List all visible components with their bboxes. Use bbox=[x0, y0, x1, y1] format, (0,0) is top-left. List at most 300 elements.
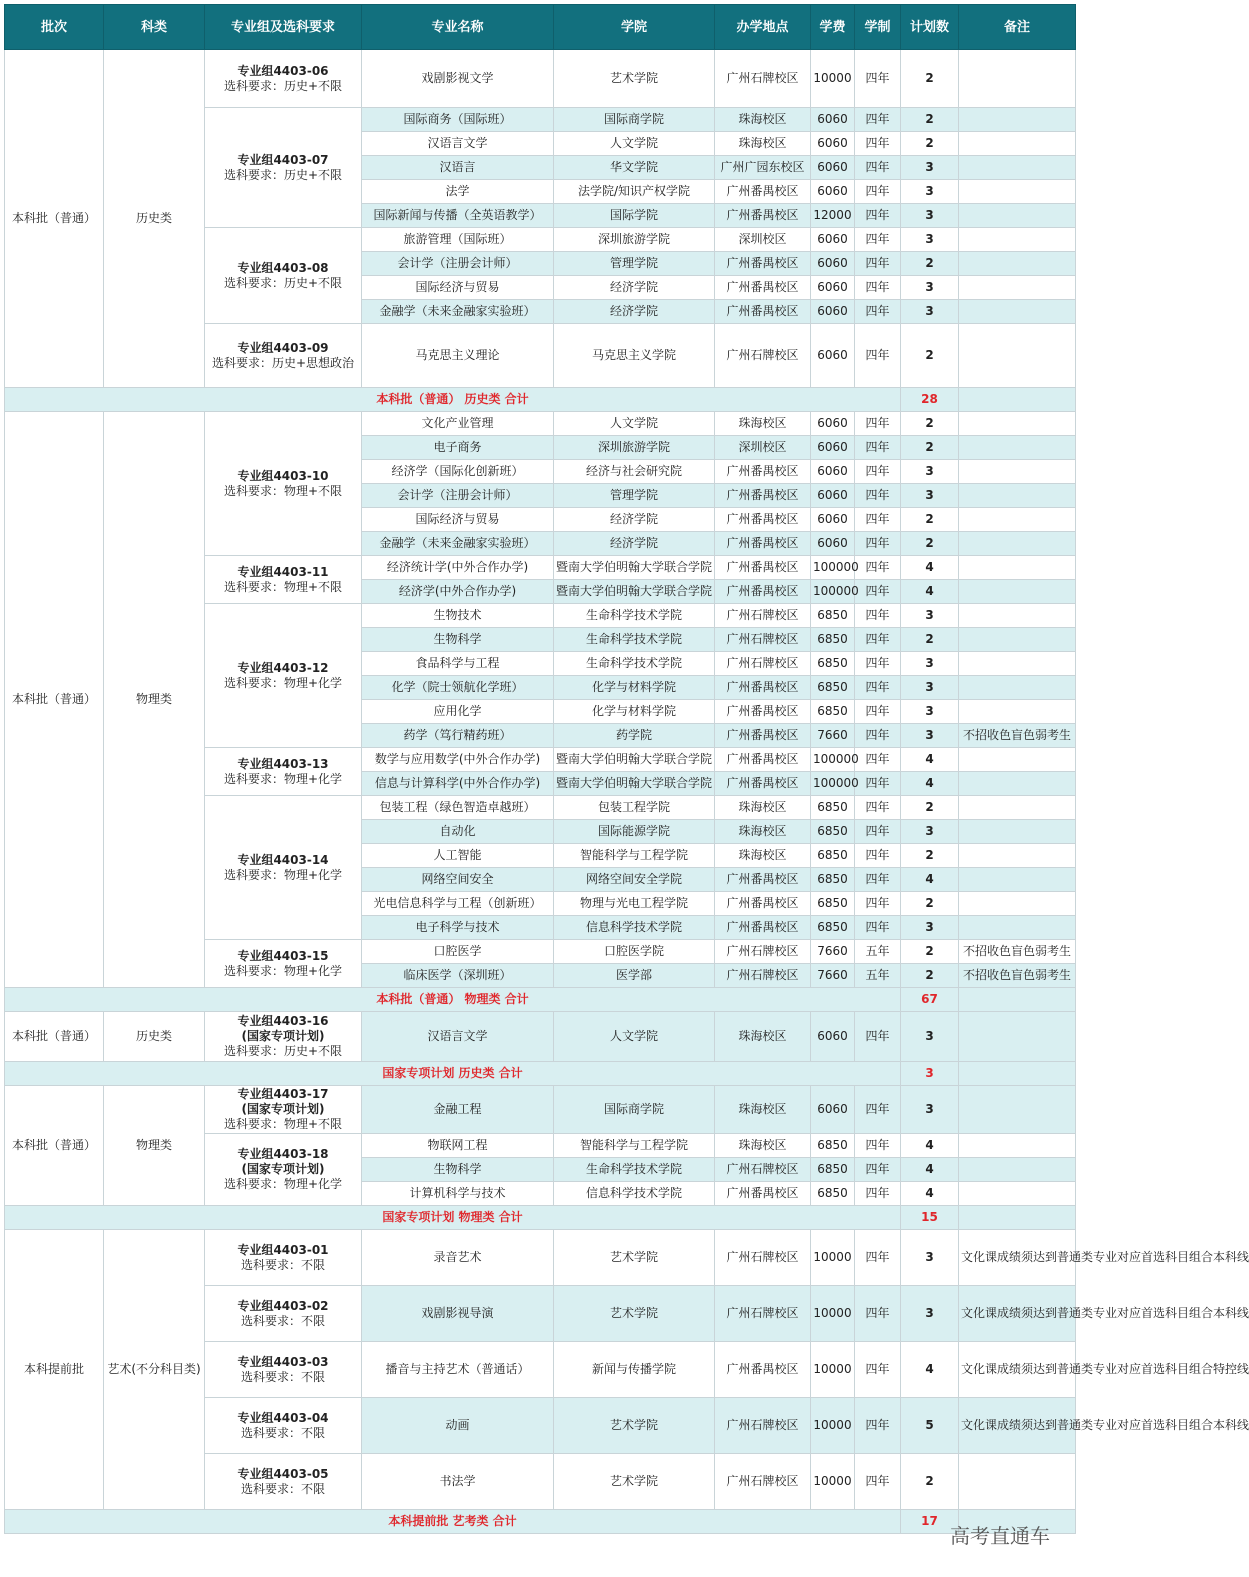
college-cell: 化学与材料学院 bbox=[554, 676, 715, 700]
group-requirement: 选科要求：不限 bbox=[240, 1257, 325, 1272]
summary-row bbox=[5, 988, 1076, 1012]
fee-cell: 6060 bbox=[811, 324, 855, 388]
fee-cell: 10000 bbox=[811, 1230, 855, 1286]
fee-cell: 100000 bbox=[811, 748, 855, 772]
major-cell: 马克思主义理论 bbox=[362, 324, 554, 388]
plan-cell: 3 bbox=[901, 1012, 959, 1062]
note-cell bbox=[959, 1182, 1076, 1206]
note-cell bbox=[959, 892, 1076, 916]
college-cell: 包装工程学院 bbox=[554, 796, 715, 820]
major-cell: 食品科学与工程 bbox=[362, 652, 554, 676]
summary-label: 本科提前批 艺考类 合计 bbox=[5, 1510, 901, 1534]
years-cell: 四年 bbox=[855, 50, 901, 108]
plan-cell: 4 bbox=[901, 868, 959, 892]
note-cell bbox=[959, 460, 1076, 484]
group-name: 专业组4403-02 bbox=[237, 1298, 329, 1313]
group-name: 专业组4403-06 bbox=[237, 63, 329, 78]
major-cell: 生物技术 bbox=[362, 604, 554, 628]
note-cell bbox=[959, 772, 1076, 796]
college-cell: 经济学院 bbox=[554, 300, 715, 324]
header-plan: 计划数 bbox=[901, 5, 959, 50]
plan-cell: 2 bbox=[901, 412, 959, 436]
campus-cell: 珠海校区 bbox=[715, 1086, 811, 1134]
group-name: 专业组4403-13 bbox=[237, 756, 329, 771]
college-cell: 经济学院 bbox=[554, 508, 715, 532]
major-cell: 国际商务（国际班） bbox=[362, 108, 554, 132]
college-cell: 生命科学技术学院 bbox=[554, 604, 715, 628]
group-cell bbox=[205, 412, 362, 556]
group-name: (国家专项计划) bbox=[241, 1162, 325, 1176]
campus-cell: 广州番禺校区 bbox=[715, 580, 811, 604]
years-cell: 四年 bbox=[855, 676, 901, 700]
fee-cell: 6850 bbox=[811, 796, 855, 820]
group-name: 专业组4403-11 bbox=[237, 564, 329, 579]
fee-cell: 7660 bbox=[811, 964, 855, 988]
plan-cell: 3 bbox=[901, 300, 959, 324]
table-row bbox=[5, 1012, 1076, 1062]
table-row bbox=[5, 50, 1076, 108]
group-name: 专业组4403-09 bbox=[237, 340, 329, 355]
major-cell: 戏剧影视导演 bbox=[362, 1286, 554, 1342]
summary-note-cell bbox=[959, 988, 1076, 1012]
years-cell: 四年 bbox=[855, 132, 901, 156]
years-cell: 四年 bbox=[855, 1286, 901, 1342]
campus-cell: 广州番禺校区 bbox=[715, 1182, 811, 1206]
college-cell: 艺术学院 bbox=[554, 1286, 715, 1342]
header-major: 专业名称 bbox=[362, 5, 554, 50]
plan-cell: 3 bbox=[901, 228, 959, 252]
header-fee: 学费 bbox=[811, 5, 855, 50]
major-cell: 经济学（国际化创新班） bbox=[362, 460, 554, 484]
fee-cell: 6850 bbox=[811, 820, 855, 844]
note-cell bbox=[959, 132, 1076, 156]
campus-cell: 广州番禺校区 bbox=[715, 772, 811, 796]
major-cell: 金融工程 bbox=[362, 1086, 554, 1134]
summary-row bbox=[5, 1206, 1076, 1230]
group-cell bbox=[205, 556, 362, 604]
college-cell: 生命科学技术学院 bbox=[554, 1158, 715, 1182]
watermark-text: 高考直通车 bbox=[950, 1524, 1050, 1548]
major-cell: 临床医学（深圳班） bbox=[362, 964, 554, 988]
years-cell: 四年 bbox=[855, 156, 901, 180]
years-cell: 四年 bbox=[855, 508, 901, 532]
college-cell: 经济学院 bbox=[554, 532, 715, 556]
years-cell: 四年 bbox=[855, 892, 901, 916]
college-cell: 暨南大学伯明翰大学联合学院 bbox=[554, 772, 715, 796]
college-cell: 化学与材料学院 bbox=[554, 700, 715, 724]
fee-cell: 6850 bbox=[811, 1158, 855, 1182]
group-requirement: 选科要求：物理+化学 bbox=[223, 675, 343, 690]
plan-cell: 2 bbox=[901, 964, 959, 988]
campus-cell: 珠海校区 bbox=[715, 796, 811, 820]
group-name: 专业组4403-18 bbox=[237, 1147, 329, 1161]
plan-cell: 2 bbox=[901, 940, 959, 964]
major-cell: 汉语言 bbox=[362, 156, 554, 180]
campus-cell: 广州石牌校区 bbox=[715, 1158, 811, 1182]
years-cell: 四年 bbox=[855, 604, 901, 628]
header-years: 学制 bbox=[855, 5, 901, 50]
campus-cell: 珠海校区 bbox=[715, 108, 811, 132]
major-cell: 药学（笃行精药班） bbox=[362, 724, 554, 748]
note-cell bbox=[959, 556, 1076, 580]
fee-cell: 6060 bbox=[811, 108, 855, 132]
group-name: 专业组4403-17 bbox=[237, 1087, 329, 1101]
note-cell bbox=[959, 604, 1076, 628]
plan-cell: 3 bbox=[901, 484, 959, 508]
table-row bbox=[5, 1086, 1076, 1134]
group-cell bbox=[205, 1230, 362, 1286]
years-cell: 四年 bbox=[855, 868, 901, 892]
fee-cell: 6060 bbox=[811, 300, 855, 324]
note-cell bbox=[959, 916, 1076, 940]
plan-cell: 2 bbox=[901, 796, 959, 820]
group-cell bbox=[205, 1342, 362, 1398]
summary-total: 67 bbox=[901, 988, 959, 1012]
summary-total: 17 bbox=[901, 1510, 959, 1534]
note-cell bbox=[959, 50, 1076, 108]
note-cell bbox=[959, 796, 1076, 820]
major-cell: 网络空间安全 bbox=[362, 868, 554, 892]
plan-cell: 4 bbox=[901, 556, 959, 580]
years-cell: 四年 bbox=[855, 1230, 901, 1286]
campus-cell: 珠海校区 bbox=[715, 1134, 811, 1158]
summary-label: 国家专项计划 历史类 合计 bbox=[5, 1062, 901, 1086]
major-cell: 电子商务 bbox=[362, 436, 554, 460]
fee-cell: 6850 bbox=[811, 604, 855, 628]
college-cell: 暨南大学伯明翰大学联合学院 bbox=[554, 580, 715, 604]
campus-cell: 广州石牌校区 bbox=[715, 628, 811, 652]
group-requirement: 选科要求：历史+不限 bbox=[223, 1044, 343, 1058]
plan-cell: 2 bbox=[901, 436, 959, 460]
fee-cell: 10000 bbox=[811, 1342, 855, 1398]
note-cell bbox=[959, 652, 1076, 676]
campus-cell: 广州番禺校区 bbox=[715, 676, 811, 700]
years-cell: 五年 bbox=[855, 964, 901, 988]
batch-cell: 本科批（普通） bbox=[5, 1012, 104, 1062]
campus-cell: 广州石牌校区 bbox=[715, 1398, 811, 1454]
college-cell: 艺术学院 bbox=[554, 1230, 715, 1286]
plan-cell: 3 bbox=[901, 156, 959, 180]
plan-cell: 2 bbox=[901, 50, 959, 108]
fee-cell: 100000 bbox=[811, 580, 855, 604]
note-cell: 不招收色盲色弱考生 bbox=[959, 940, 1076, 964]
plan-cell: 3 bbox=[901, 1286, 959, 1342]
group-name: 专业组4403-16 bbox=[237, 1014, 329, 1028]
admission-plan-table bbox=[4, 4, 1249, 1534]
category-cell: 物理类 bbox=[104, 1086, 205, 1206]
campus-cell: 广州石牌校区 bbox=[715, 1230, 811, 1286]
years-cell: 四年 bbox=[855, 820, 901, 844]
group-requirement: 选科要求：物理+化学 bbox=[223, 1177, 343, 1191]
campus-cell: 广州石牌校区 bbox=[715, 1286, 811, 1342]
group-requirement: 选科要求：不限 bbox=[240, 1425, 325, 1440]
campus-cell: 广州广园东校区 bbox=[715, 156, 811, 180]
note-cell bbox=[959, 204, 1076, 228]
category-cell: 历史类 bbox=[104, 1012, 205, 1062]
years-cell: 四年 bbox=[855, 228, 901, 252]
group-requirement: 选科要求：历史+不限 bbox=[223, 275, 343, 290]
summary-label: 本科批（普通） 物理类 合计 bbox=[5, 988, 901, 1012]
header-college: 学院 bbox=[554, 5, 715, 50]
campus-cell: 广州番禺校区 bbox=[715, 1342, 811, 1398]
college-cell: 暨南大学伯明翰大学联合学院 bbox=[554, 556, 715, 580]
plan-cell: 3 bbox=[901, 700, 959, 724]
years-cell: 四年 bbox=[855, 580, 901, 604]
group-name: 专业组4403-14 bbox=[237, 852, 329, 867]
campus-cell: 广州石牌校区 bbox=[715, 50, 811, 108]
major-cell: 人工智能 bbox=[362, 844, 554, 868]
summary-note-cell bbox=[959, 1062, 1076, 1086]
years-cell: 四年 bbox=[855, 412, 901, 436]
summary-label: 本科批（普通） 历史类 合计 bbox=[5, 388, 901, 412]
years-cell: 四年 bbox=[855, 556, 901, 580]
college-cell: 经济与社会研究院 bbox=[554, 460, 715, 484]
note-cell bbox=[959, 580, 1076, 604]
group-cell bbox=[205, 1134, 362, 1206]
plan-cell: 2 bbox=[901, 108, 959, 132]
summary-total: 15 bbox=[901, 1206, 959, 1230]
fee-cell: 6060 bbox=[811, 436, 855, 460]
plan-cell: 4 bbox=[901, 580, 959, 604]
plan-cell: 3 bbox=[901, 276, 959, 300]
group-name: 专业组4403-03 bbox=[237, 1354, 329, 1369]
category-cell: 艺术(不分科目类) bbox=[104, 1230, 205, 1510]
years-cell: 五年 bbox=[855, 940, 901, 964]
note-cell bbox=[959, 748, 1076, 772]
college-cell: 管理学院 bbox=[554, 252, 715, 276]
college-cell: 信息科学技术学院 bbox=[554, 916, 715, 940]
years-cell: 四年 bbox=[855, 1454, 901, 1510]
campus-cell: 广州番禺校区 bbox=[715, 868, 811, 892]
plan-cell: 3 bbox=[901, 652, 959, 676]
group-requirement: 选科要求：物理+化学 bbox=[223, 771, 343, 786]
note-cell bbox=[959, 484, 1076, 508]
note-cell bbox=[959, 1086, 1076, 1134]
fee-cell: 6060 bbox=[811, 180, 855, 204]
plan-cell: 2 bbox=[901, 532, 959, 556]
campus-cell: 广州石牌校区 bbox=[715, 604, 811, 628]
fee-cell: 6060 bbox=[811, 276, 855, 300]
college-cell: 网络空间安全学院 bbox=[554, 868, 715, 892]
note-cell: 文化课成绩须达到普通类专业对应首选科目组合本科线 bbox=[959, 1286, 1076, 1342]
note-cell bbox=[959, 1454, 1076, 1510]
note-cell bbox=[959, 844, 1076, 868]
group-cell bbox=[205, 50, 362, 108]
summary-row bbox=[5, 1510, 1076, 1534]
campus-cell: 广州番禺校区 bbox=[715, 484, 811, 508]
group-requirement: 选科要求：历史+不限 bbox=[223, 78, 343, 93]
years-cell: 四年 bbox=[855, 700, 901, 724]
years-cell: 四年 bbox=[855, 1342, 901, 1398]
group-cell bbox=[205, 1086, 362, 1134]
batch-cell: 本科提前批 bbox=[5, 1230, 104, 1510]
college-cell: 口腔医学院 bbox=[554, 940, 715, 964]
fee-cell: 6850 bbox=[811, 892, 855, 916]
plan-cell: 3 bbox=[901, 820, 959, 844]
fee-cell: 6060 bbox=[811, 228, 855, 252]
major-cell: 国际经济与贸易 bbox=[362, 276, 554, 300]
major-cell: 生物科学 bbox=[362, 628, 554, 652]
group-cell bbox=[205, 108, 362, 228]
college-cell: 智能科学与工程学院 bbox=[554, 1134, 715, 1158]
major-cell: 化学（院士领航化学班） bbox=[362, 676, 554, 700]
plan-cell: 2 bbox=[901, 508, 959, 532]
major-cell: 应用化学 bbox=[362, 700, 554, 724]
plan-cell: 2 bbox=[901, 1454, 959, 1510]
college-cell: 艺术学院 bbox=[554, 1454, 715, 1510]
table-body bbox=[5, 50, 1249, 1534]
years-cell: 四年 bbox=[855, 324, 901, 388]
campus-cell: 广州石牌校区 bbox=[715, 940, 811, 964]
campus-cell: 珠海校区 bbox=[715, 1012, 811, 1062]
years-cell: 四年 bbox=[855, 652, 901, 676]
college-cell: 医学部 bbox=[554, 964, 715, 988]
group-name: 专业组4403-01 bbox=[237, 1242, 329, 1257]
campus-cell: 广州石牌校区 bbox=[715, 324, 811, 388]
fee-cell: 10000 bbox=[811, 1398, 855, 1454]
college-cell: 马克思主义学院 bbox=[554, 324, 715, 388]
batch-cell: 本科批（普通） bbox=[5, 412, 104, 988]
major-cell: 书法学 bbox=[362, 1454, 554, 1510]
fee-cell: 6060 bbox=[811, 412, 855, 436]
college-cell: 深圳旅游学院 bbox=[554, 436, 715, 460]
major-cell: 自动化 bbox=[362, 820, 554, 844]
major-cell: 录音艺术 bbox=[362, 1230, 554, 1286]
note-cell bbox=[959, 228, 1076, 252]
major-cell: 金融学（未来金融家实验班） bbox=[362, 532, 554, 556]
group-cell bbox=[205, 1012, 362, 1062]
campus-cell: 珠海校区 bbox=[715, 412, 811, 436]
major-cell: 经济统计学(中外合作办学) bbox=[362, 556, 554, 580]
major-cell: 法学 bbox=[362, 180, 554, 204]
campus-cell: 广州石牌校区 bbox=[715, 652, 811, 676]
group-name: 专业组4403-07 bbox=[237, 152, 329, 167]
fee-cell: 6060 bbox=[811, 156, 855, 180]
group-name: 专业组4403-05 bbox=[237, 1466, 329, 1481]
major-cell: 国际新闻与传播（全英语教学） bbox=[362, 204, 554, 228]
college-cell: 物理与光电工程学院 bbox=[554, 892, 715, 916]
plan-cell: 2 bbox=[901, 252, 959, 276]
major-cell: 计算机科学与技术 bbox=[362, 1182, 554, 1206]
major-cell: 动画 bbox=[362, 1398, 554, 1454]
fee-cell: 6060 bbox=[811, 484, 855, 508]
note-cell: 不招收色盲色弱考生 bbox=[959, 964, 1076, 988]
college-cell: 国际能源学院 bbox=[554, 820, 715, 844]
group-cell bbox=[205, 1398, 362, 1454]
plan-cell: 2 bbox=[901, 844, 959, 868]
note-cell bbox=[959, 436, 1076, 460]
college-cell: 法学院/知识产权学院 bbox=[554, 180, 715, 204]
major-cell: 旅游管理（国际班） bbox=[362, 228, 554, 252]
group-requirement: 选科要求：历史+不限 bbox=[223, 167, 343, 182]
group-requirement: 选科要求：物理+化学 bbox=[223, 963, 343, 978]
table-row bbox=[5, 1230, 1076, 1286]
fee-cell: 6850 bbox=[811, 628, 855, 652]
group-requirement: 选科要求：物理+不限 bbox=[223, 579, 343, 594]
batch-cell: 本科批（普通） bbox=[5, 50, 104, 388]
plan-cell: 4 bbox=[901, 1158, 959, 1182]
years-cell: 四年 bbox=[855, 180, 901, 204]
fee-cell: 12000 bbox=[811, 204, 855, 228]
campus-cell: 广州番禺校区 bbox=[715, 300, 811, 324]
campus-cell: 广州番禺校区 bbox=[715, 700, 811, 724]
note-cell bbox=[959, 1134, 1076, 1158]
college-cell: 艺术学院 bbox=[554, 50, 715, 108]
college-cell: 管理学院 bbox=[554, 484, 715, 508]
major-cell: 光电信息科学与工程（创新班） bbox=[362, 892, 554, 916]
major-cell: 经济学(中外合作办学) bbox=[362, 580, 554, 604]
plan-cell: 3 bbox=[901, 724, 959, 748]
plan-cell: 4 bbox=[901, 748, 959, 772]
category-cell: 物理类 bbox=[104, 412, 205, 988]
note-cell bbox=[959, 276, 1076, 300]
major-cell: 文化产业管理 bbox=[362, 412, 554, 436]
note-cell: 不招收色盲色弱考生 bbox=[959, 724, 1076, 748]
plan-cell: 5 bbox=[901, 1398, 959, 1454]
fee-cell: 6060 bbox=[811, 508, 855, 532]
college-cell: 药学院 bbox=[554, 724, 715, 748]
note-cell bbox=[959, 508, 1076, 532]
fee-cell: 6850 bbox=[811, 1134, 855, 1158]
major-cell: 包装工程（绿色智造卓越班） bbox=[362, 796, 554, 820]
header-note: 备注 bbox=[959, 5, 1076, 50]
college-cell: 新闻与传播学院 bbox=[554, 1342, 715, 1398]
note-cell bbox=[959, 676, 1076, 700]
plan-cell: 3 bbox=[901, 460, 959, 484]
years-cell: 四年 bbox=[855, 844, 901, 868]
major-cell: 汉语言文学 bbox=[362, 132, 554, 156]
plan-cell: 4 bbox=[901, 1134, 959, 1158]
major-cell: 生物科学 bbox=[362, 1158, 554, 1182]
fee-cell: 6060 bbox=[811, 132, 855, 156]
major-cell: 会计学（注册会计师） bbox=[362, 252, 554, 276]
major-cell: 信息与计算科学(中外合作办学) bbox=[362, 772, 554, 796]
plan-cell: 3 bbox=[901, 916, 959, 940]
group-name: 专业组4403-15 bbox=[237, 948, 329, 963]
plan-cell: 3 bbox=[901, 1086, 959, 1134]
group-requirement: 选科要求：历史+思想政治 bbox=[211, 355, 355, 370]
group-name: 专业组4403-04 bbox=[237, 1410, 329, 1425]
major-cell: 金融学（未来金融家实验班） bbox=[362, 300, 554, 324]
campus-cell: 广州番禺校区 bbox=[715, 460, 811, 484]
note-cell bbox=[959, 868, 1076, 892]
note-cell bbox=[959, 532, 1076, 556]
campus-cell: 广州番禺校区 bbox=[715, 724, 811, 748]
plan-cell: 4 bbox=[901, 1182, 959, 1206]
campus-cell: 广州番禺校区 bbox=[715, 892, 811, 916]
summary-row bbox=[5, 388, 1076, 412]
note-cell bbox=[959, 1158, 1076, 1182]
note-cell bbox=[959, 820, 1076, 844]
major-cell: 汉语言文学 bbox=[362, 1012, 554, 1062]
summary-note-cell bbox=[959, 388, 1076, 412]
years-cell: 四年 bbox=[855, 1134, 901, 1158]
years-cell: 四年 bbox=[855, 748, 901, 772]
major-cell: 国际经济与贸易 bbox=[362, 508, 554, 532]
college-cell: 生命科学技术学院 bbox=[554, 628, 715, 652]
plan-cell: 2 bbox=[901, 132, 959, 156]
years-cell: 四年 bbox=[855, 532, 901, 556]
campus-cell: 广州番禺校区 bbox=[715, 276, 811, 300]
fee-cell: 6850 bbox=[811, 652, 855, 676]
years-cell: 四年 bbox=[855, 460, 901, 484]
table-row bbox=[5, 412, 1076, 436]
college-cell: 华文学院 bbox=[554, 156, 715, 180]
note-cell bbox=[959, 156, 1076, 180]
fee-cell: 6850 bbox=[811, 844, 855, 868]
major-cell: 会计学（注册会计师） bbox=[362, 484, 554, 508]
group-cell bbox=[205, 796, 362, 940]
